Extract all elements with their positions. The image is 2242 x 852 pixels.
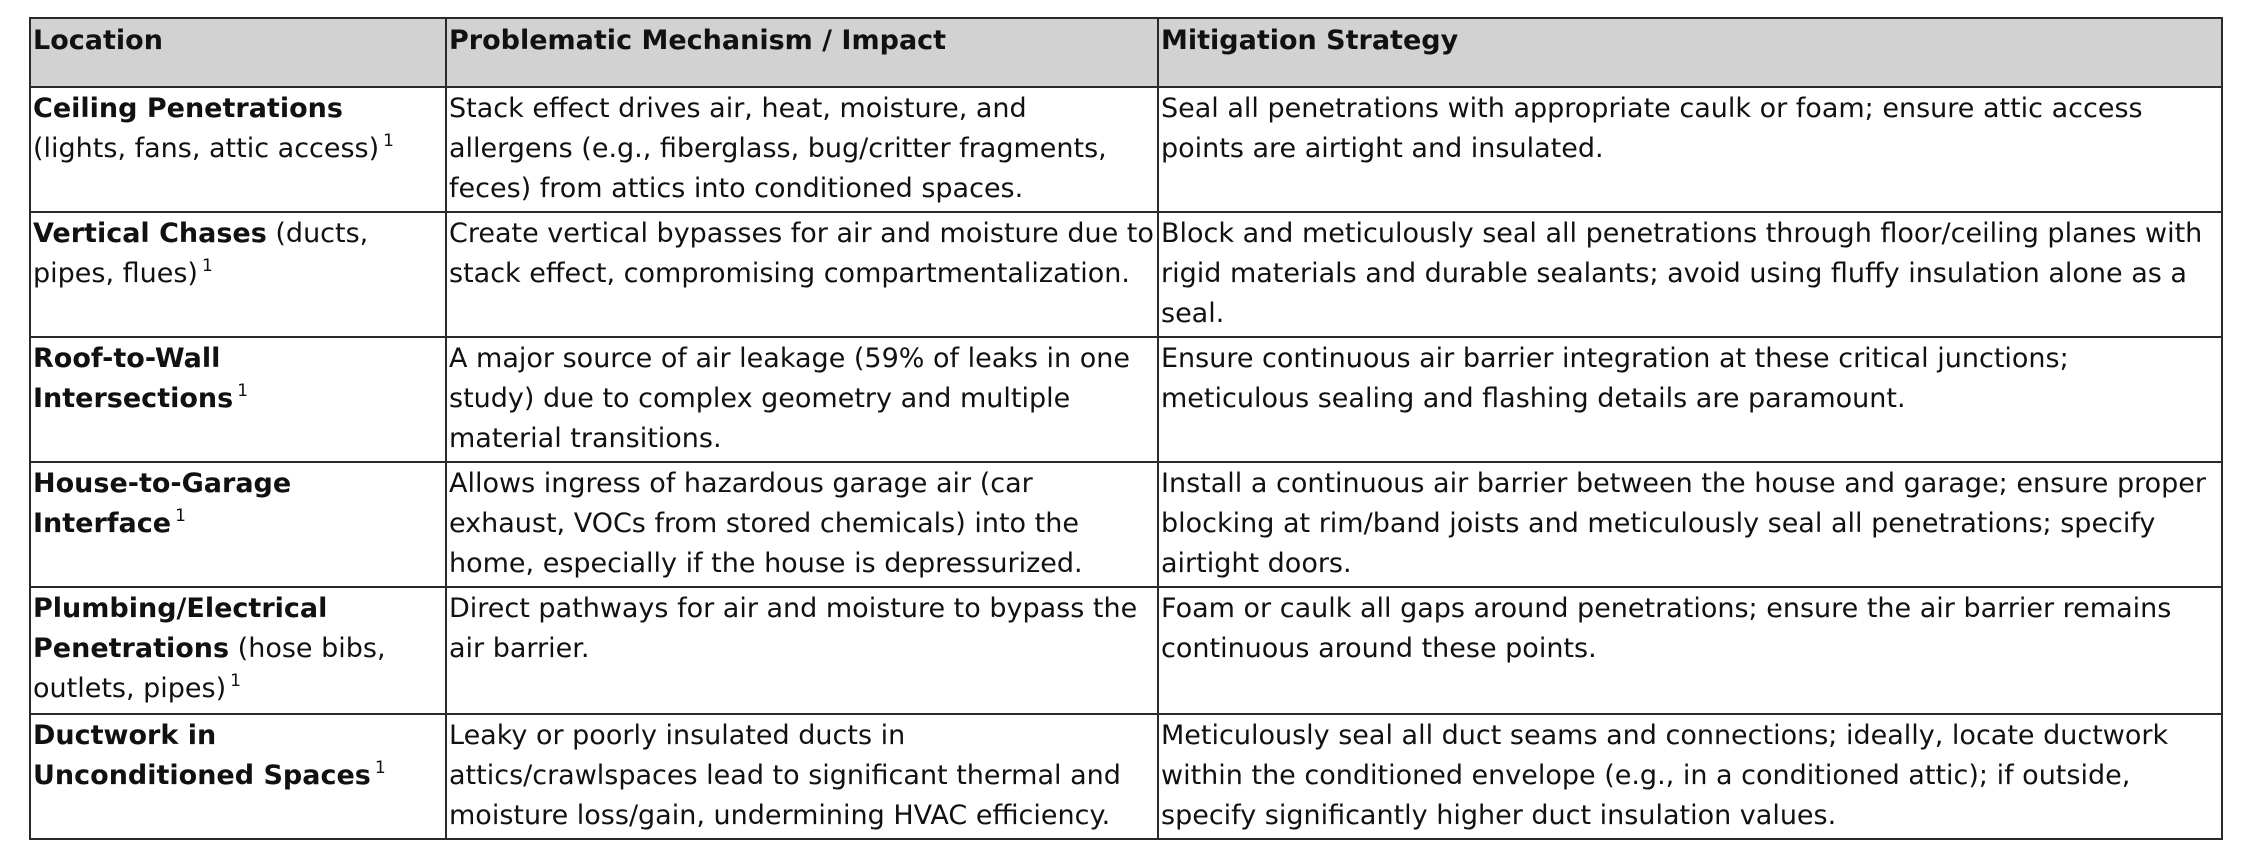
air-leakage-table	[29, 17, 2223, 840]
mitigation-cell: Foam or caulk all gaps around penetrations; ensure the air barrier remains continuous around these points.	[1158, 587, 2222, 714]
mitigation-cell: Meticulously seal all duct seams and connections; ideally, locate ductwork within the conditioned envelope (e.g., in a conditioned attic); if outside, specify significantly higher duct insulation values.	[1158, 714, 2222, 839]
mechanism-cell: Stack effect drives air, heat, moisture, and allergens (e.g., fiberglass, bug/critter fragments, feces) from attics into conditioned spaces.	[446, 87, 1158, 212]
table-row	[30, 587, 2222, 714]
header-mitigation: Mitigation Strategy	[1158, 18, 2222, 87]
table-row	[30, 714, 2222, 839]
mitigation-cell: Block and meticulously seal all penetrations through floor/ceiling planes with rigid materials and durable sealants; avoid using fluffy insulation alone as a seal.	[1158, 212, 2222, 337]
location-name: House-to-Garage Interface	[33, 468, 292, 539]
location-name: Roof-to-Wall Intersections	[33, 343, 234, 414]
location-name: Vertical Chases	[33, 218, 267, 249]
location-cell	[30, 337, 446, 462]
table-row	[30, 87, 2222, 212]
footnote-ref: 1	[374, 758, 386, 778]
table-row	[30, 337, 2222, 462]
footnote-ref: 1	[237, 381, 249, 401]
mechanism-cell: Create vertical bypasses for air and moisture due to stack effect, compromising compartmentalization.	[446, 212, 1158, 337]
mitigation-cell: Ensure continuous air barrier integration at these critical junctions; meticulous sealing and flashing details are paramount.	[1158, 337, 2222, 462]
location-name: Ceiling Penetrations	[33, 93, 343, 124]
table-header-row	[30, 18, 2222, 87]
table-row	[30, 212, 2222, 337]
header-mechanism: Problematic Mechanism / Impact	[446, 18, 1158, 87]
location-cell	[30, 587, 446, 714]
location-name: Plumbing/Electrical Penetrations	[33, 593, 328, 664]
location-detail: (lights, fans, attic access)	[33, 133, 380, 164]
mitigation-cell: Install a continuous air barrier between the house and garage; ensure proper blocking at rim/band joists and meticulously seal all penetrations; specify airtight doors.	[1158, 462, 2222, 587]
location-cell	[30, 714, 446, 839]
location-detail: (hose bibs, outlets, pipes)	[33, 633, 386, 704]
footnote-ref: 1	[383, 131, 394, 151]
location-cell	[30, 212, 446, 337]
location-cell	[30, 462, 446, 587]
location-cell	[30, 87, 446, 212]
location-detail: (ducts, pipes, flues)	[33, 218, 369, 289]
mechanism-cell: Allows ingress of hazardous garage air (car exhaust, VOCs from stored chemicals) into the home, especially if the house is depressurized.	[446, 462, 1158, 587]
air-leakage-table-container	[29, 17, 2221, 840]
mechanism-cell: Leaky or poorly insulated ducts in attics/crawlspaces lead to significant thermal and moisture loss/gain, undermining HVAC efficiency.	[446, 714, 1158, 839]
header-location: Location	[30, 18, 446, 87]
table-row	[30, 462, 2222, 587]
mechanism-cell: Direct pathways for air and moisture to bypass the air barrier.	[446, 587, 1158, 714]
footnote-ref: 1	[230, 671, 241, 691]
location-name: Ductwork in Unconditioned Spaces	[33, 720, 371, 791]
mechanism-cell: A major source of air leakage (59% of leaks in one study) due to complex geometry and multiple material transitions.	[446, 337, 1158, 462]
footnote-ref: 1	[201, 256, 213, 276]
mitigation-cell: Seal all penetrations with appropriate caulk or foam; ensure attic access points are airtight and insulated.	[1158, 87, 2222, 212]
footnote-ref: 1	[175, 506, 186, 526]
